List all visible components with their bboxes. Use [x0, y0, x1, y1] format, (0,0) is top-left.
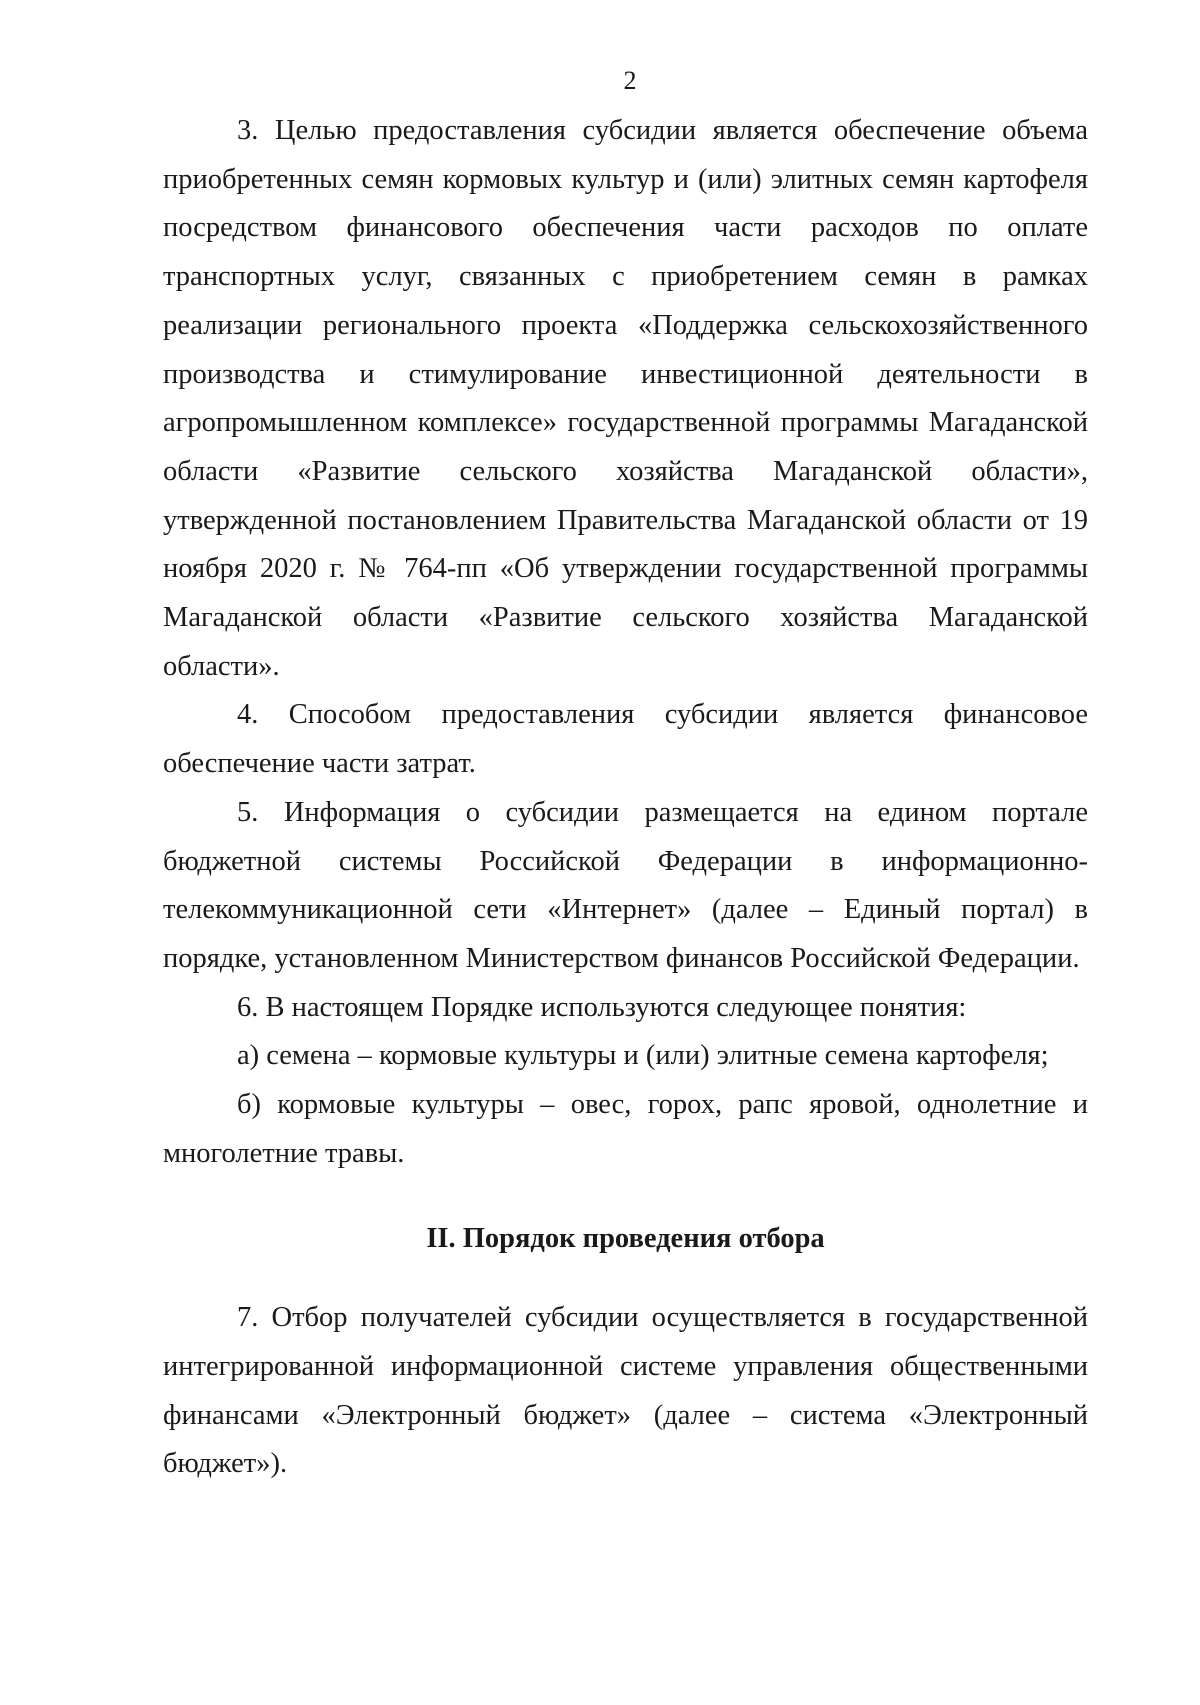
paragraph-7-selection: 7. Отбор получателей субсидии осуществляется в государственной интегрированной информационной системе управления общественными финансами «Электронный бюджет» (далее – система «Электронный бюджет»).: [163, 1302, 1088, 1480]
definition-b-fodder-crops: б) кормовые культуры – овес, горох, рапс яровой, однолетние и многолетние травы.: [163, 1089, 1088, 1169]
paragraph-4-method: 4. Способом предоставления субсидии является финансовое обеспечение части затрат.: [163, 699, 1088, 780]
section-heading: II. Порядок проведения отбора: [426, 1223, 825, 1255]
paragraph-5-information: 5. Информация о субсидии размещается на едином портале бюджетной системы Российской Федерации в информационно-телекоммуникационной сети «Интернет» (далее – Единый портал) в порядке, установленном Министерством финансов Российской Федерации.: [163, 796, 1088, 974]
page-number: 2: [623, 66, 637, 95]
document-body: [163, 107, 1088, 1489]
paragraph-6-definitions: 6. В настоящем Порядке используются следующее понятия:: [237, 991, 967, 1023]
definition-a-seeds: а) семена – кормовые культуры и (или) элитные семена картофеля;: [237, 1040, 1049, 1072]
paragraph-3-purpose: 3. Целью предоставления субсидии является обеспечение объема приобретенных семян кормовых культур и (или) элитных семян картофеля посредством финансового обеспечения части расходов по оплате транспортных услуг, связанных с приобретением семян в рамках реализации регионального проекта «Поддержка сельскохозяйственного производства и стимулирование инвестиционной деятельности в агропромышленном комплексе» государственной программы Магаданской области «Развитие сельского хозяйства Магаданской области», утвержденной постановлением Правительства Магаданской области от 19 ноября 2020 г. № 764-пп «Об утверждении государственной программы Магаданской области «Развитие сельского хозяйства Магаданской области».: [163, 115, 1088, 682]
